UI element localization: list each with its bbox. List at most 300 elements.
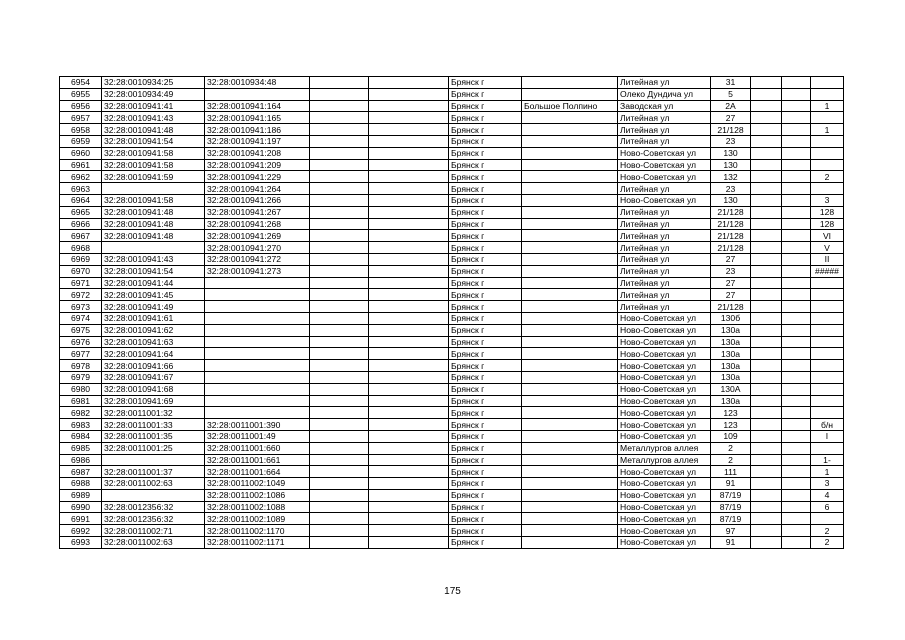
table-cell: 130а [711, 336, 751, 348]
table-row [60, 478, 844, 490]
table-cell: 1 [811, 124, 844, 136]
table-cell: 6983 [60, 419, 102, 431]
table-cell [522, 395, 618, 407]
table-cell: 6966 [60, 218, 102, 230]
table-cell [782, 206, 811, 218]
table-cell [205, 289, 310, 301]
table-cell [811, 147, 844, 159]
table-cell [751, 77, 782, 89]
table-cell: Брянск г [449, 77, 522, 89]
table-cell: Литейная ул [618, 124, 711, 136]
table-cell [310, 242, 369, 254]
table-cell: Брянск г [449, 442, 522, 454]
table-cell [205, 348, 310, 360]
table-cell [310, 454, 369, 466]
table-cell: Литейная ул [618, 183, 711, 195]
table-cell: 32:28:0010934:25 [102, 77, 205, 89]
table-cell [310, 171, 369, 183]
table-cell [522, 336, 618, 348]
table-cell [205, 383, 310, 395]
table-cell [369, 525, 449, 537]
table-cell: 32:28:0011001:32 [102, 407, 205, 419]
table-cell: Литейная ул [618, 289, 711, 301]
table-cell: 32:28:0010941:273 [205, 265, 310, 277]
table-cell [522, 419, 618, 431]
table-cell: 2 [711, 454, 751, 466]
table-cell [782, 383, 811, 395]
table-cell: Брянск г [449, 525, 522, 537]
table-cell [310, 360, 369, 372]
table-cell [751, 489, 782, 501]
table-cell [369, 419, 449, 431]
table-cell [310, 88, 369, 100]
table-cell: 32:28:0010941:266 [205, 194, 310, 206]
table-cell: 130а [711, 324, 751, 336]
table-row [60, 430, 844, 442]
table-cell [522, 360, 618, 372]
table-cell [369, 135, 449, 147]
table-cell [751, 312, 782, 324]
table-row [60, 501, 844, 513]
table-cell: 32:28:0010941:186 [205, 124, 310, 136]
table-row [60, 112, 844, 124]
table-cell [102, 454, 205, 466]
table-cell [369, 537, 449, 549]
table-cell: 32:28:0011001:25 [102, 442, 205, 454]
table-cell: Брянск г [449, 88, 522, 100]
table-cell [811, 324, 844, 336]
table-cell: 6972 [60, 289, 102, 301]
table-cell: 23 [711, 135, 751, 147]
table-cell: 32:28:0012356:32 [102, 513, 205, 525]
table-cell: 1 [811, 466, 844, 478]
table-cell: Брянск г [449, 371, 522, 383]
table-cell: 130б [711, 312, 751, 324]
table-cell: 2 [811, 537, 844, 549]
table-cell: Брянск г [449, 230, 522, 242]
table-cell [811, 348, 844, 360]
table-cell [102, 183, 205, 195]
table-cell [310, 348, 369, 360]
table-cell [310, 501, 369, 513]
table-cell [310, 466, 369, 478]
table-cell [811, 383, 844, 395]
table-cell [811, 289, 844, 301]
table-row [60, 159, 844, 171]
table-cell [811, 277, 844, 289]
table-cell: 87/19 [711, 513, 751, 525]
table-row [60, 183, 844, 195]
table-row [60, 348, 844, 360]
table-cell [205, 336, 310, 348]
table-cell [369, 124, 449, 136]
table-cell: 6957 [60, 112, 102, 124]
table-cell [751, 383, 782, 395]
table-cell [205, 371, 310, 383]
table-cell [751, 360, 782, 372]
table-cell: Ново-Советская ул [618, 489, 711, 501]
table-cell: 6965 [60, 206, 102, 218]
table-cell: Брянск г [449, 312, 522, 324]
table-row [60, 194, 844, 206]
page-number: 175 [444, 586, 461, 597]
table-cell [310, 442, 369, 454]
table-cell: Брянск г [449, 489, 522, 501]
table-cell: Брянск г [449, 336, 522, 348]
table-cell: 130а [711, 360, 751, 372]
table-cell [751, 478, 782, 490]
table-cell [369, 206, 449, 218]
table-cell [102, 242, 205, 254]
table-cell: 32:28:0011001:661 [205, 454, 310, 466]
table-cell: Брянск г [449, 147, 522, 159]
table-cell [751, 289, 782, 301]
table-cell: 21/128 [711, 206, 751, 218]
table-cell: 32:28:0010941:61 [102, 312, 205, 324]
table-cell [751, 88, 782, 100]
table-cell [782, 371, 811, 383]
table-row [60, 88, 844, 100]
table-cell [310, 324, 369, 336]
table-cell [522, 88, 618, 100]
table-cell [522, 112, 618, 124]
table-cell: 27 [711, 112, 751, 124]
table-cell: 32:28:0011002:71 [102, 525, 205, 537]
table-cell [751, 324, 782, 336]
table-cell: 6984 [60, 430, 102, 442]
table-cell [811, 301, 844, 313]
table-cell: V [811, 242, 844, 254]
table-cell: 32:28:0012356:32 [102, 501, 205, 513]
table-cell [369, 442, 449, 454]
table-cell [782, 253, 811, 265]
table-cell [310, 218, 369, 230]
table-row [60, 124, 844, 136]
table-cell: 6955 [60, 88, 102, 100]
table-row [60, 395, 844, 407]
table-cell: 32:28:0011001:660 [205, 442, 310, 454]
table-cell [751, 513, 782, 525]
table-cell [369, 265, 449, 277]
table-cell [310, 489, 369, 501]
table-cell [782, 171, 811, 183]
table-cell: 32:28:0011002:1170 [205, 525, 310, 537]
table-cell: 87/19 [711, 501, 751, 513]
table-cell [310, 312, 369, 324]
table-row [60, 171, 844, 183]
table-cell: 6964 [60, 194, 102, 206]
table-cell: 4 [811, 489, 844, 501]
table-cell [782, 501, 811, 513]
table-cell: 32:28:0011001:390 [205, 419, 310, 431]
table-cell: Брянск г [449, 501, 522, 513]
table-cell [782, 230, 811, 242]
table-cell: Большое Полпино [522, 100, 618, 112]
table-cell: 6981 [60, 395, 102, 407]
table-cell [205, 88, 310, 100]
table-cell: Литейная ул [618, 242, 711, 254]
table-cell: 32:28:0010941:267 [205, 206, 310, 218]
table-cell: I [811, 430, 844, 442]
table-cell: Ново-Советская ул [618, 466, 711, 478]
table-cell [782, 419, 811, 431]
table-cell [782, 277, 811, 289]
table-row [60, 135, 844, 147]
table-cell: Ново-Советская ул [618, 194, 711, 206]
table-cell [751, 525, 782, 537]
table-cell [811, 407, 844, 419]
table-cell: 32:28:0010941:41 [102, 100, 205, 112]
table-cell [751, 395, 782, 407]
table-cell [310, 289, 369, 301]
table-cell [522, 466, 618, 478]
table-cell [310, 147, 369, 159]
table-cell [205, 312, 310, 324]
table-cell: Литейная ул [618, 112, 711, 124]
table-cell: 6973 [60, 301, 102, 313]
table-cell [751, 537, 782, 549]
table-cell: Брянск г [449, 112, 522, 124]
table-cell [522, 194, 618, 206]
table-row [60, 489, 844, 501]
table-cell: Брянск г [449, 277, 522, 289]
table-cell: Ново-Советская ул [618, 395, 711, 407]
table-row [60, 277, 844, 289]
table-cell: Брянск г [449, 218, 522, 230]
table-cell [522, 348, 618, 360]
table-cell: 32:28:0011001:49 [205, 430, 310, 442]
table-cell: 21/128 [711, 218, 751, 230]
table-cell [369, 501, 449, 513]
table-cell [782, 312, 811, 324]
table-cell: 32:28:0010941:58 [102, 194, 205, 206]
table-cell [369, 171, 449, 183]
table-cell [369, 371, 449, 383]
table-cell [369, 336, 449, 348]
table-cell [310, 430, 369, 442]
table-cell [782, 489, 811, 501]
table-cell [751, 501, 782, 513]
table-cell [522, 312, 618, 324]
table-cell [811, 88, 844, 100]
table-cell [782, 407, 811, 419]
table-cell [522, 289, 618, 301]
table-row [60, 253, 844, 265]
table-cell [811, 135, 844, 147]
table-cell [751, 183, 782, 195]
table-cell: 123 [711, 407, 751, 419]
table-cell: 6971 [60, 277, 102, 289]
table-cell [751, 442, 782, 454]
table-cell [310, 371, 369, 383]
table-cell: Брянск г [449, 301, 522, 313]
table-cell [310, 77, 369, 89]
table-cell [522, 301, 618, 313]
table-row [60, 383, 844, 395]
table-cell [751, 218, 782, 230]
table-cell: 27 [711, 277, 751, 289]
table-cell: 31 [711, 77, 751, 89]
table-cell [782, 395, 811, 407]
table-cell [310, 253, 369, 265]
table-row [60, 336, 844, 348]
table-cell: Ново-Советская ул [618, 383, 711, 395]
table-cell: Брянск г [449, 383, 522, 395]
table-cell [811, 513, 844, 525]
table-cell: 32:28:0010941:48 [102, 218, 205, 230]
table-cell: 6982 [60, 407, 102, 419]
table-cell: 91 [711, 478, 751, 490]
table-cell: Брянск г [449, 419, 522, 431]
table-cell: 6978 [60, 360, 102, 372]
table-cell [811, 77, 844, 89]
table-cell: 128 [811, 206, 844, 218]
table-row [60, 77, 844, 89]
table-cell: 32:28:0010941:67 [102, 371, 205, 383]
table-cell: Литейная ул [618, 77, 711, 89]
table-cell: 6992 [60, 525, 102, 537]
table-cell: 6967 [60, 230, 102, 242]
table-cell [205, 277, 310, 289]
table-row [60, 407, 844, 419]
table-cell [782, 513, 811, 525]
table-cell [102, 489, 205, 501]
table-cell [369, 147, 449, 159]
table-cell: 32:28:0010941:197 [205, 135, 310, 147]
table-cell: 32:28:0010941:164 [205, 100, 310, 112]
table-cell: Заводская ул [618, 100, 711, 112]
table-cell [522, 324, 618, 336]
table-row [60, 100, 844, 112]
table-cell [522, 171, 618, 183]
table-cell: 130 [711, 159, 751, 171]
table-cell: 130А [711, 383, 751, 395]
table-cell: Ново-Советская ул [618, 171, 711, 183]
table-cell [782, 442, 811, 454]
table-cell [751, 124, 782, 136]
table-cell: 6 [811, 501, 844, 513]
table-cell [310, 336, 369, 348]
table-cell: 32:28:0010941:45 [102, 289, 205, 301]
table-cell: Брянск г [449, 183, 522, 195]
table-cell: Ново-Советская ул [618, 324, 711, 336]
table-cell: 6991 [60, 513, 102, 525]
table-cell: Ново-Советская ул [618, 525, 711, 537]
table-row [60, 442, 844, 454]
table-row [60, 324, 844, 336]
table-cell [310, 525, 369, 537]
table-cell [522, 135, 618, 147]
table-cell [310, 265, 369, 277]
table-cell: Брянск г [449, 360, 522, 372]
table-cell [369, 478, 449, 490]
table-cell [369, 324, 449, 336]
table-cell: 32:28:0010941:69 [102, 395, 205, 407]
table-cell [310, 135, 369, 147]
table-cell: 23 [711, 265, 751, 277]
table-cell [782, 430, 811, 442]
table-cell: 5 [711, 88, 751, 100]
table-cell [751, 348, 782, 360]
table-cell [811, 159, 844, 171]
table-cell: Ново-Советская ул [618, 407, 711, 419]
table-cell [782, 159, 811, 171]
table-cell [782, 100, 811, 112]
table-cell: 1 [811, 100, 844, 112]
table-cell: VI [811, 230, 844, 242]
table-cell [369, 301, 449, 313]
table-cell: Брянск г [449, 124, 522, 136]
table-cell [811, 312, 844, 324]
table-cell [369, 454, 449, 466]
table-cell: 6988 [60, 478, 102, 490]
table-cell [522, 230, 618, 242]
table-row [60, 301, 844, 313]
table-cell [811, 336, 844, 348]
table-cell: 32:28:0011002:63 [102, 537, 205, 549]
table-cell [782, 324, 811, 336]
table-cell: 2А [711, 100, 751, 112]
table-cell: 123 [711, 419, 751, 431]
table-cell [205, 407, 310, 419]
table-cell [522, 218, 618, 230]
table-cell: 32:28:0010941:62 [102, 324, 205, 336]
data-table [59, 76, 844, 549]
table-cell: ##### [811, 265, 844, 277]
table-cell: Брянск г [449, 407, 522, 419]
table-cell [751, 466, 782, 478]
table-cell: 91 [711, 537, 751, 549]
table-row [60, 537, 844, 549]
table-cell: 6993 [60, 537, 102, 549]
table-cell: Брянск г [449, 265, 522, 277]
table-cell: 2 [811, 171, 844, 183]
table-cell [522, 265, 618, 277]
table-cell [522, 124, 618, 136]
table-cell [811, 183, 844, 195]
table-cell [310, 277, 369, 289]
table-cell: 130а [711, 348, 751, 360]
table-cell [522, 478, 618, 490]
table-row [60, 206, 844, 218]
table-cell: 21/128 [711, 124, 751, 136]
table-cell [782, 135, 811, 147]
table-cell: 32:28:0011002:1049 [205, 478, 310, 490]
table-cell: Брянск г [449, 159, 522, 171]
table-cell: 32:28:0011001:33 [102, 419, 205, 431]
table-cell: 21/128 [711, 301, 751, 313]
table-cell [522, 159, 618, 171]
table-cell [369, 230, 449, 242]
table-cell: Литейная ул [618, 277, 711, 289]
table-cell: 109 [711, 430, 751, 442]
table-cell [751, 230, 782, 242]
table-cell: 6960 [60, 147, 102, 159]
table-cell: 23 [711, 183, 751, 195]
table-cell [751, 147, 782, 159]
table-cell [751, 430, 782, 442]
table-cell: 2 [811, 525, 844, 537]
table-cell: Металлургов аллея [618, 454, 711, 466]
table-cell: 130а [711, 395, 751, 407]
table-cell [751, 194, 782, 206]
table-cell [310, 537, 369, 549]
table-cell [369, 77, 449, 89]
table-cell [811, 371, 844, 383]
table-cell: 32:28:0010941:43 [102, 253, 205, 265]
table-cell: Ново-Советская ул [618, 336, 711, 348]
table-cell: Брянск г [449, 324, 522, 336]
